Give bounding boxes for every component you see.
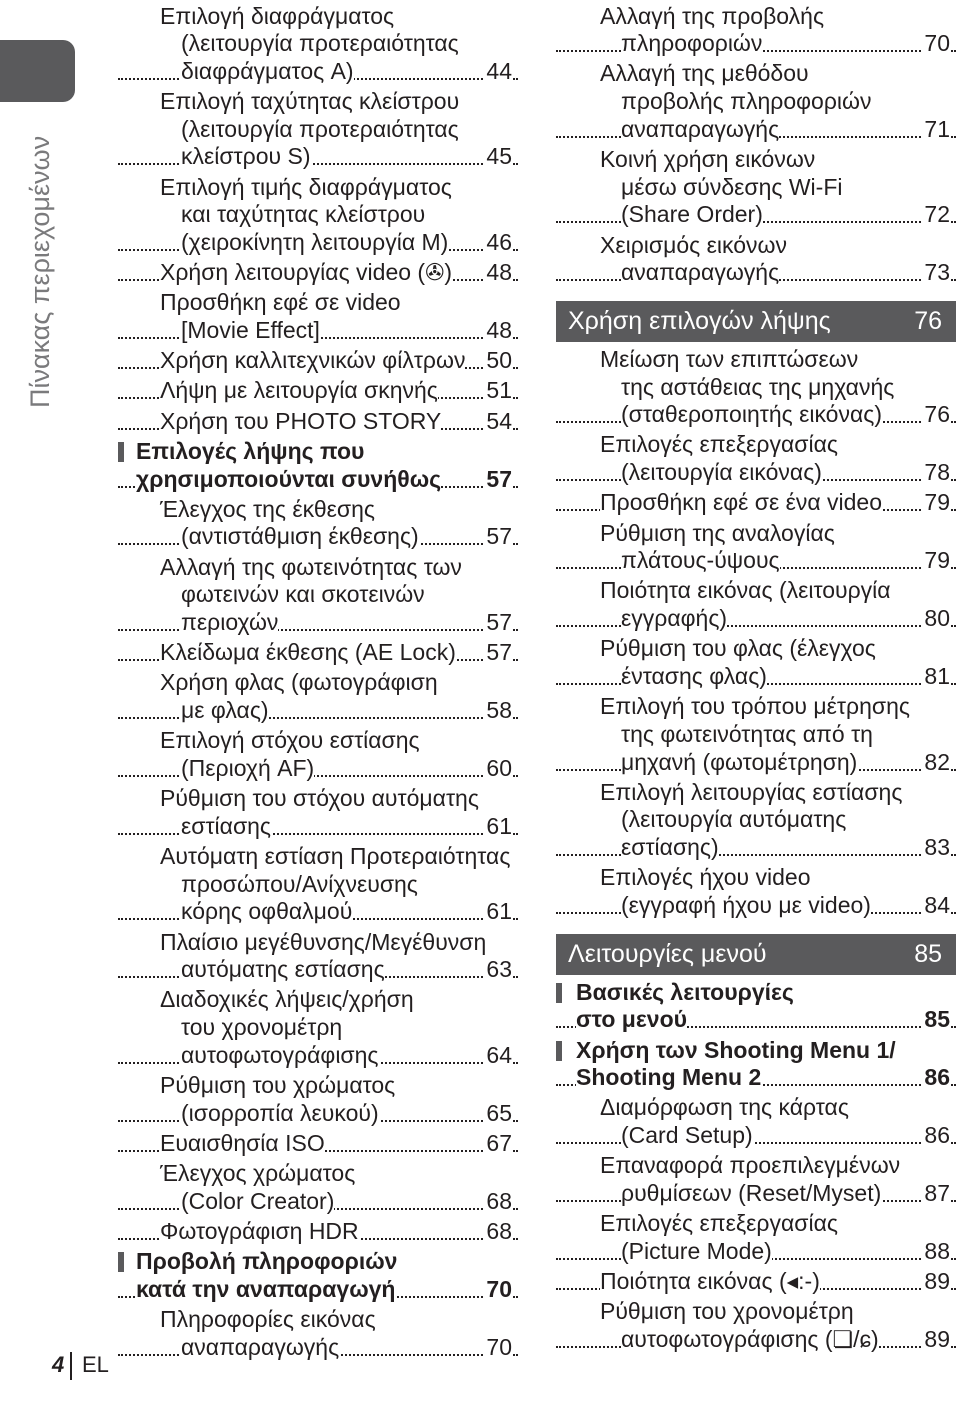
entry-text: (Color Creator) xyxy=(181,1187,335,1214)
toc-entry[interactable] xyxy=(556,1298,956,1353)
entry-page-number: 86 xyxy=(924,1064,950,1091)
entry-text: Μείωση των επιπτώσεων xyxy=(600,345,859,372)
entry-text: αυτόματης εστίασης xyxy=(181,956,385,983)
entry-page-number: 48 xyxy=(486,259,512,286)
entry-text: Επιλογή λειτουργίας εστίασης xyxy=(600,778,903,805)
entry-text: με φλας) xyxy=(181,697,269,723)
toc-entry[interactable] xyxy=(118,289,518,344)
entry-page-number: 57 xyxy=(486,465,512,492)
entry-page-number: 51 xyxy=(486,377,512,404)
entry-text: Ρύθμιση του φλας (έλεγχος xyxy=(600,635,876,662)
entry-page-number: 54 xyxy=(486,407,512,434)
entry-page-number: 81 xyxy=(924,662,950,689)
entry-text: Χειρισμός εικόνων xyxy=(600,231,787,258)
entry-text: περιοχών xyxy=(181,608,279,635)
entry-page-number: 57 xyxy=(486,523,512,550)
entry-text: χρησιμοποιούνται συνήθως xyxy=(136,465,442,492)
entry-page-number: 79 xyxy=(924,489,950,516)
entry-page-number: 50 xyxy=(486,347,512,374)
entry-text: Πλαίσιο μεγέθυνσης/Μεγέθυνση xyxy=(160,928,487,955)
toc-entry[interactable] xyxy=(118,785,518,840)
entry-text: Αλλαγή της μεθόδου xyxy=(600,60,809,87)
toc-entry[interactable] xyxy=(118,259,518,287)
entry-text: (Picture Mode) xyxy=(621,1237,772,1264)
toc-right-column xyxy=(556,0,956,1354)
entry-page-number: 80 xyxy=(924,605,950,632)
entry-text: (λειτουργία εικόνας) xyxy=(621,459,822,486)
entry-text: στο μενού xyxy=(576,1006,688,1033)
entry-page-number: 45 xyxy=(486,143,512,170)
toc-entry[interactable] xyxy=(556,232,956,287)
entry-text: εστίασης) xyxy=(621,834,719,861)
entry-text: διαφράγματος A) xyxy=(181,57,354,84)
side-title: Πίνακας περιεχομένων xyxy=(25,135,55,408)
entry-page-number: 89 xyxy=(924,1268,950,1294)
entry-text: Shooting Menu 2 xyxy=(576,1064,762,1091)
toc-entry[interactable] xyxy=(118,1218,518,1246)
toc-left-column xyxy=(118,0,518,1361)
entry-page-number: 65 xyxy=(486,1099,512,1126)
entry-text: αναπαραγωγής xyxy=(621,115,780,142)
entry-text: (εγγραφή ήχου με video) xyxy=(621,891,871,918)
entry-page-number: 84 xyxy=(924,891,950,918)
entry-text: Χρήση φλας (φωτογράφιση xyxy=(160,669,438,696)
entry-page-number: 87 xyxy=(924,1179,950,1206)
entry-text: (Share Order) xyxy=(621,201,763,228)
entry-text: και ταχύτητας κλείστρου xyxy=(181,201,426,228)
entry-text: Ευαισθησία ISO xyxy=(160,1129,325,1156)
entry-text: Επιλογές ήχου video xyxy=(600,864,811,891)
page-language: EL xyxy=(82,1352,109,1377)
entry-page-number: 67 xyxy=(486,1129,512,1156)
entry-page-number: 70 xyxy=(486,1333,512,1360)
entry-text: Ρύθμιση του χρονομέτρη xyxy=(600,1298,854,1325)
entry-text: (αντιστάθμιση έκθεσης) xyxy=(181,523,419,550)
toc-entry[interactable] xyxy=(118,639,518,667)
entry-text: Επιλογές επεξεργασίας xyxy=(600,1210,838,1237)
toc-entry[interactable] xyxy=(556,489,956,517)
section-header-menu-functions[interactable] xyxy=(556,934,956,975)
toc-entry[interactable] xyxy=(118,727,518,782)
toc-entry[interactable] xyxy=(118,347,518,375)
entry-text: Ρύθμιση του στόχου αυτόματης xyxy=(160,785,479,812)
entry-text: αναπαραγωγής xyxy=(181,1333,340,1360)
entry-text: Κοινή χρήση εικόνων xyxy=(600,145,816,172)
entry-text: κλείστρου S) xyxy=(181,143,311,170)
entry-page-number: 46 xyxy=(486,229,512,255)
entry-text: του χρονομέτρη xyxy=(181,1014,343,1041)
entry-text: Προβολή πληροφοριών xyxy=(136,1248,398,1275)
entry-text: Διαδοχικές λήψεις/χρήση xyxy=(160,986,414,1013)
toc-entry[interactable] xyxy=(556,1094,956,1149)
entry-text: ρυθμίσεων (Reset/Myset) xyxy=(621,1179,882,1206)
toc-entry[interactable] xyxy=(118,408,518,436)
toc-entry[interactable] xyxy=(556,635,956,690)
toc-entry[interactable] xyxy=(556,693,956,776)
entry-text: της φωτεινότητας από τη xyxy=(621,720,873,747)
entry-page-number: 58 xyxy=(486,697,512,723)
entry-text: Επιλογές λήψης που xyxy=(136,437,365,464)
entry-page-number: 76 xyxy=(924,401,950,428)
entry-text: προβολής πληροφοριών xyxy=(621,88,872,115)
entry-text: Κλείδωμα έκθεσης (AE Lock) xyxy=(160,639,456,666)
entry-text: (λειτουργία αυτόματης xyxy=(621,806,847,833)
entry-page-number: 71 xyxy=(924,115,950,142)
entry-text: Διαμόρφωση της κάρτας xyxy=(600,1094,849,1121)
entry-text: (σταθεροποιητής εικόνας) xyxy=(621,401,883,428)
entry-text: Επιλογή τιμής διαφράγματος xyxy=(160,173,452,200)
entry-text: (λειτουργία προτεραιότητας xyxy=(181,115,459,142)
section-page: 76 xyxy=(914,306,942,335)
toc-entry[interactable] xyxy=(118,1306,518,1361)
entry-page-number: 61 xyxy=(486,898,512,925)
entry-text: Ρύθμιση της αναλογίας xyxy=(600,519,835,546)
entry-page-number: 70 xyxy=(486,1275,512,1302)
entry-page-number: 64 xyxy=(486,1041,512,1068)
entry-text: Προσθήκη εφέ σε ένα video xyxy=(600,489,883,516)
entry-text: πληροφοριών xyxy=(621,30,763,57)
entry-text: Επιλογή του τρόπου μέτρησης xyxy=(600,693,910,720)
toc-entry[interactable] xyxy=(118,929,518,984)
entry-text: Προσθήκη εφέ σε video xyxy=(160,289,401,316)
entry-page-number: 83 xyxy=(924,834,950,861)
entry-text: Έλεγχος της έκθεσης xyxy=(160,495,375,522)
entry-page-number: 48 xyxy=(486,317,512,344)
entry-text: κόρης οφθαλμού xyxy=(181,898,353,925)
entry-text: αυτοφωτογράφισης (❏/ɕ) xyxy=(621,1325,879,1352)
entry-page-number: 68 xyxy=(486,1217,512,1244)
toc-entry[interactable] xyxy=(556,346,956,429)
toc-entry[interactable] xyxy=(556,1268,956,1296)
entry-page-number: 73 xyxy=(924,259,950,286)
entry-text: (ισορροπία λευκού) xyxy=(181,1099,379,1126)
entry-page-number: 82 xyxy=(924,748,950,775)
entry-text: πλάτους-ύψους xyxy=(621,547,780,574)
entry-text: Αλλαγή της προβολής xyxy=(600,2,825,29)
entry-text: Χρήση του PHOTO STORY xyxy=(160,407,442,434)
toc-entry[interactable] xyxy=(556,779,956,862)
toc-entry[interactable] xyxy=(556,146,956,229)
entry-text: Ποιότητα εικόνας (◂:-) xyxy=(600,1268,820,1294)
entry-page-number: 57 xyxy=(486,608,512,635)
footer-divider xyxy=(70,1352,72,1380)
toc-entry[interactable] xyxy=(118,843,518,926)
entry-page-number: 72 xyxy=(924,201,950,228)
entry-text: αναπαραγωγής xyxy=(621,259,780,286)
entry-text: αυτοφωτογράφισης xyxy=(181,1041,379,1068)
toc-heading-entry[interactable] xyxy=(118,1248,518,1303)
entry-page-number: 61 xyxy=(486,812,512,839)
toc-entry[interactable] xyxy=(118,1072,518,1127)
entry-text: Επιλογή διαφράγματος xyxy=(160,2,395,29)
entry-text: Επαναφορά προεπιλεγμένων xyxy=(600,1152,901,1179)
entry-text: Ρύθμιση του χρώματος xyxy=(160,1071,396,1098)
entry-page-number: 79 xyxy=(924,547,950,574)
toc-entry[interactable] xyxy=(556,864,956,919)
toc-entry[interactable] xyxy=(556,577,956,632)
toc-entry[interactable] xyxy=(556,520,956,575)
entry-text: Επιλογές επεξεργασίας xyxy=(600,431,838,458)
entry-text: έντασης φλας) xyxy=(621,662,767,689)
entry-text: (Περιοχή AF) xyxy=(181,754,315,781)
entry-text: Χρήση λειτουργίας video (✇) xyxy=(160,259,453,286)
toc-heading-entry[interactable] xyxy=(556,1037,956,1092)
entry-page-number: 88 xyxy=(924,1237,950,1264)
toc-entry[interactable] xyxy=(118,1130,518,1158)
entry-text: Βασικές λειτουργίες xyxy=(576,978,794,1005)
entry-text: Ποιότητα εικόνας (λειτουργία xyxy=(600,577,891,604)
toc-entry[interactable] xyxy=(556,60,956,143)
toc-entry[interactable] xyxy=(118,986,518,1069)
entry-page-number: 78 xyxy=(924,459,950,486)
entry-text: Λήψη με λειτουργία σκηνής xyxy=(160,377,438,404)
toc-entry[interactable] xyxy=(118,1160,518,1215)
entry-page-number: 63 xyxy=(486,956,512,983)
entry-text: Επιλογή ταχύτητας κλείστρου xyxy=(160,88,460,115)
entry-text: Αυτόματη εστίαση Προτεραιότητας xyxy=(160,842,511,869)
entry-text: Πληροφορίες εικόνας xyxy=(160,1305,376,1332)
entry-text: Φωτογράφιση HDR xyxy=(160,1217,359,1244)
section-title: Χρήση επιλογών λήψης xyxy=(568,306,831,335)
entry-text: εγγραφής) xyxy=(621,605,728,632)
entry-page-number: 44 xyxy=(486,57,512,84)
entry-text: μέσω σύνδεσης Wi-Fi xyxy=(621,173,843,200)
entry-page-number: 60 xyxy=(486,754,512,781)
entry-text: [Movie Effect] xyxy=(181,317,320,344)
entry-text: κατά την αναπαραγωγή xyxy=(136,1275,396,1302)
entry-text: της αστάθειας της μηχανής xyxy=(621,373,895,400)
entry-text: μηχανή (φωτομέτρηση) xyxy=(621,748,858,775)
toc-entry[interactable] xyxy=(118,377,518,405)
toc-entry[interactable] xyxy=(556,431,956,486)
entry-text: Επιλογή στόχου εστίασης xyxy=(160,727,420,754)
entry-text: Χρήση των Shooting Menu 1/ xyxy=(576,1036,896,1063)
entry-page-number: 68 xyxy=(486,1187,512,1214)
entry-page-number: 70 xyxy=(924,30,950,57)
entry-page-number: 86 xyxy=(924,1122,950,1149)
entry-text: (Card Setup) xyxy=(621,1122,753,1149)
entry-text: εστίασης xyxy=(181,812,272,839)
toc-entry[interactable] xyxy=(556,3,956,58)
entry-text: (χειροκίνητη λειτουργία M) xyxy=(181,229,449,255)
toc-entry[interactable] xyxy=(556,1152,956,1207)
toc-entry[interactable] xyxy=(556,1210,956,1265)
entry-text: Χρήση καλλιτεχνικών φίλτρων xyxy=(160,347,466,374)
toc-heading-entry[interactable] xyxy=(118,438,518,493)
entry-page-number: 89 xyxy=(924,1325,950,1352)
toc-heading-entry[interactable] xyxy=(556,979,956,1034)
entry-text: (λειτουργία προτεραιότητας xyxy=(181,30,459,57)
entry-text: Αλλαγή της φωτεινότητας των xyxy=(160,553,462,580)
section-page: 85 xyxy=(914,939,942,968)
page-number: 4 xyxy=(52,1352,65,1377)
toc-entry[interactable] xyxy=(118,496,518,551)
entry-text: προσώπου/Ανίχνευσης xyxy=(181,870,418,897)
entry-page-number: 85 xyxy=(924,1006,950,1033)
entry-page-number: 57 xyxy=(486,639,512,666)
toc-entry[interactable] xyxy=(118,669,518,724)
toc-entry[interactable] xyxy=(118,174,518,257)
toc-entry[interactable] xyxy=(118,88,518,171)
toc-entry[interactable] xyxy=(118,3,518,86)
section-header-shooting-options[interactable] xyxy=(556,301,956,342)
entry-text: φωτεινών και σκοτεινών xyxy=(181,581,425,608)
side-tab xyxy=(0,40,75,102)
entry-text: Έλεγχος χρώματος xyxy=(160,1160,356,1186)
section-title: Λειτουργίες μενού xyxy=(568,939,767,968)
toc-entry[interactable] xyxy=(118,554,518,637)
